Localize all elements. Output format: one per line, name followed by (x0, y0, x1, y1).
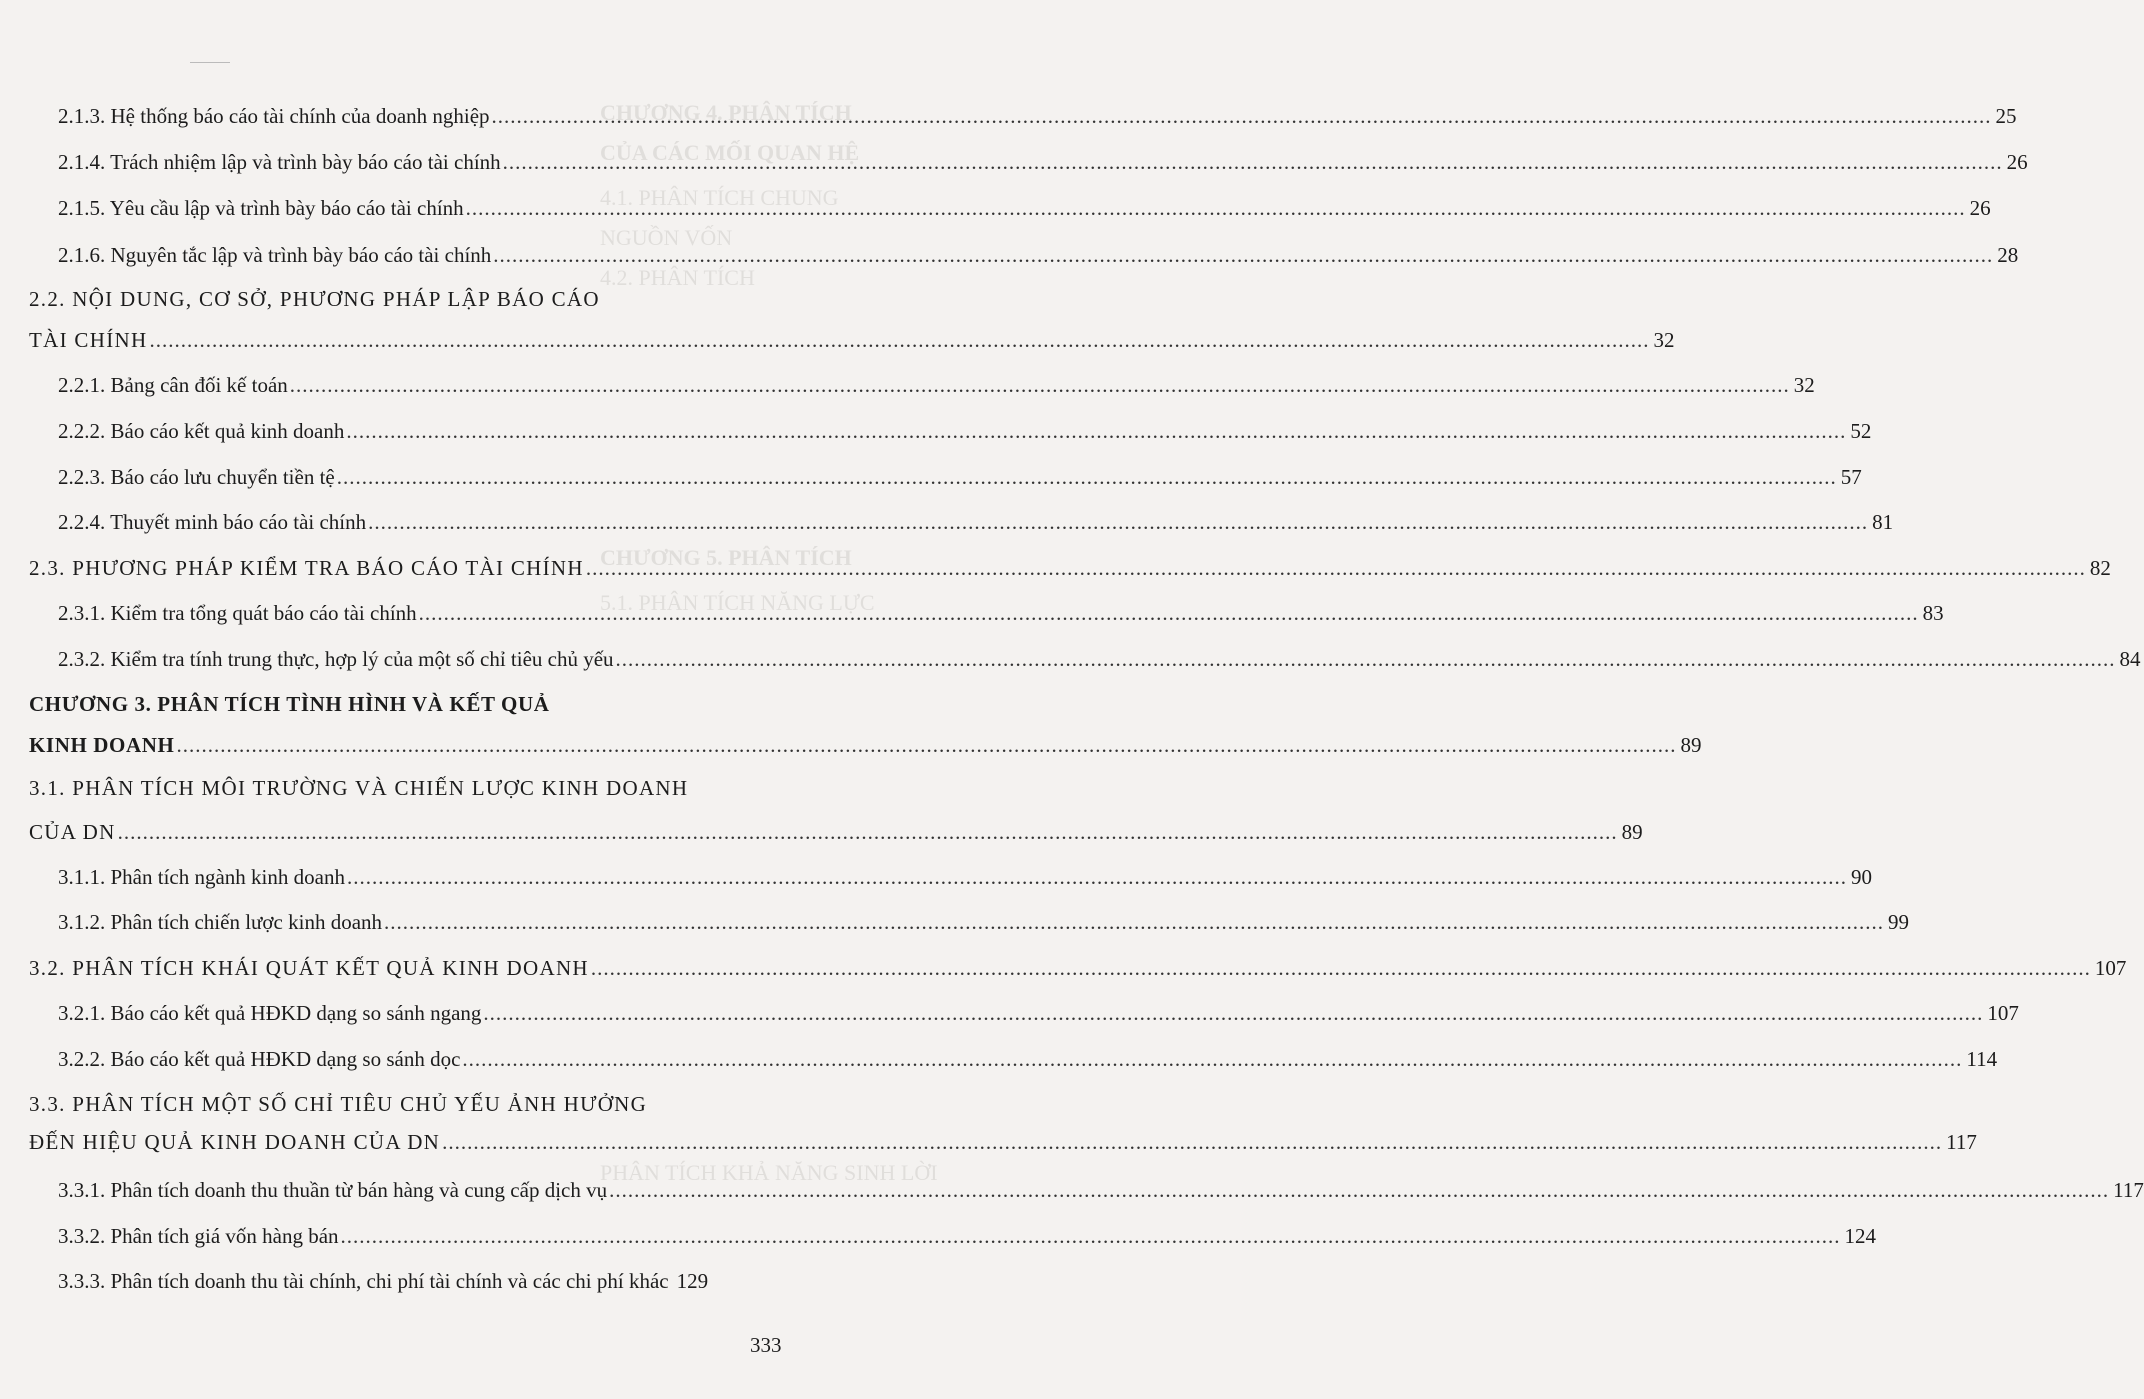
leader-dots (591, 953, 2091, 983)
leader-dots (384, 907, 1884, 937)
toc-entry (58, 598, 1944, 628)
toc-entry-page: 81 (1872, 510, 1894, 534)
section-heading-line: 2.2. NỘI DUNG, CƠ SỞ, PHƯƠNG PHÁP LẬP BÁO CÁO (29, 287, 600, 311)
leader-dots (466, 193, 1966, 223)
leader-dots (483, 998, 1983, 1028)
toc-entry-page: 32 (1793, 373, 1815, 397)
toc-entry (58, 193, 1991, 223)
toc-entry-title: 2.2.2. Báo cáo kết quả kinh doanh (58, 419, 345, 443)
toc-entry (58, 101, 2017, 131)
leader-dots (341, 1221, 1841, 1251)
toc-entry-title: 3.2. PHÂN TÍCH KHÁI QUÁT KẾT QUẢ KINH DOANH (29, 956, 589, 980)
toc-entry-page: 117 (2113, 1178, 2144, 1202)
toc-entry (29, 953, 2127, 983)
toc-entry-page: 32 (1653, 328, 1675, 352)
scan-mark (190, 62, 230, 63)
toc-entry (58, 370, 1815, 400)
leader-dots (419, 598, 1919, 628)
leader-dots (368, 507, 1868, 537)
toc-entry (29, 730, 1702, 760)
toc-entry-title: 2.3. PHƯƠNG PHÁP KIỂM TRA BÁO CÁO TÀI CHÍNH (29, 556, 584, 580)
bleed-through-text: CHƯƠNG 4. PHÂN TÍCH CỦA CÁC MỐI QUAN HỆ 4.1. PHÂN TÍCH CHUNG NGUỒN VỐN 4.2. PHÂN TÍCH CHƯƠNG 5. PHÂN TÍCH 5.1. PHÂN TÍCH NĂNG LỰC PHÂN TÍCH KHẢ NĂNG SINH LỜI (600, 100, 938, 1185)
leader-dots (176, 730, 1676, 760)
toc-entry (58, 1266, 806, 1296)
page-number: 333 (750, 1333, 782, 1357)
toc-entry-title: ĐẾN HIỆU QUẢ KINH DOANH CỦA DN (29, 1130, 441, 1154)
toc-entry-title: TÀI CHÍNH (29, 328, 148, 352)
toc-entry-title: KINH DOANH (29, 733, 175, 757)
section-heading-line: 3.1. PHÂN TÍCH MÔI TRƯỜNG VÀ CHIẾN LƯỢC KINH DOANH (29, 776, 689, 800)
toc-entry (58, 1044, 1998, 1074)
toc-entry (58, 644, 2141, 674)
toc-entry-title: 3.1.1. Phân tích ngành kinh doanh (58, 865, 345, 889)
toc-entry-title: CỦA DN (29, 820, 116, 844)
toc-entry (29, 553, 2111, 583)
toc-entry-page: 107 (1987, 1001, 2019, 1025)
toc-entry-title: 2.1.4. Trách nhiệm lập và trình bày báo cáo tài chính (58, 150, 501, 174)
leader-dots (462, 1044, 1962, 1074)
leader-dots (346, 416, 1846, 446)
toc-entry-page: 114 (1966, 1047, 1998, 1071)
toc-entry-title: 2.3.1. Kiểm tra tổng quát báo cáo tài chính (58, 601, 417, 625)
leader-dots (616, 644, 2116, 674)
toc-entry-page: 107 (2094, 956, 2127, 980)
toc-entry-page: 28 (1997, 243, 2019, 267)
toc-entry-page: 89 (1680, 733, 1702, 757)
leader-dots (586, 553, 2086, 583)
toc-entry (58, 416, 1872, 446)
leader-dots (492, 101, 1992, 131)
toc-entry (29, 325, 1675, 355)
toc-entry (58, 462, 1862, 492)
leader-dots (290, 370, 1790, 400)
toc-entry (58, 507, 1894, 537)
toc-entry-title: 3.2.2. Báo cáo kết quả HĐKD dạng so sánh dọc (58, 1047, 461, 1071)
toc-entry (58, 1175, 2144, 1205)
toc-entry-title: 3.3.3. Phân tích doanh thu tài chính, chi phí tài chính và các chi phí khác (58, 1269, 669, 1293)
leader-dots (118, 817, 1618, 847)
toc-entry-title: 2.3.2. Kiểm tra tính trung thực, hợp lý của một số chỉ tiêu chủ yếu (58, 647, 614, 671)
toc-entry (58, 240, 2019, 270)
toc-entry-title: 3.3.2. Phân tích giá vốn hàng bán (58, 1224, 339, 1248)
toc-entry-title: 2.1.5. Yêu cầu lập và trình bày báo cáo tài chính (58, 196, 464, 220)
leader-dots (609, 1175, 2109, 1205)
toc-entry (29, 1127, 1977, 1157)
toc-entry-page: 25 (1995, 104, 2017, 128)
toc-entry-page: 83 (1922, 601, 1944, 625)
toc-entry-page: 124 (1844, 1224, 1877, 1248)
toc-entry (29, 817, 1643, 847)
toc-entry-title: 3.1.2. Phân tích chiến lược kinh doanh (58, 910, 383, 934)
toc-entry-page: 57 (1840, 465, 1862, 489)
toc-entry-title: 3.3.1. Phân tích doanh thu thuần từ bán hàng và cung cấp dịch vụ (58, 1178, 608, 1202)
toc-entry (58, 998, 2019, 1028)
toc-entry-page: 52 (1850, 419, 1872, 443)
toc-entry-page: 117 (1946, 1130, 1977, 1154)
toc-entry-page: 99 (1888, 910, 1910, 934)
toc-entry (58, 1221, 1877, 1251)
toc-entry (58, 147, 2028, 177)
leader-dots (149, 325, 1649, 355)
leader-dots (442, 1127, 1942, 1157)
toc-entry-title: 2.1.6. Nguyên tắc lập và trình bày báo cáo tài chính (58, 243, 492, 267)
toc-entry-page: 90 (1850, 865, 1872, 889)
toc-entry-page: 129 (676, 1269, 709, 1293)
section-heading-line: 3.3. PHÂN TÍCH MỘT SỐ CHỈ TIÊU CHỦ YẾU ẢNH HƯỞNG (29, 1092, 648, 1116)
leader-dots (337, 462, 1837, 492)
leader-dots (493, 240, 1993, 270)
leader-dots (347, 862, 1847, 892)
toc-entry-title: 2.2.4. Thuyết minh báo cáo tài chính (58, 510, 367, 534)
toc-entry-page: 82 (2089, 556, 2111, 580)
toc-entry (58, 907, 1910, 937)
toc-entry-title: 2.2.3. Báo cáo lưu chuyển tiền tệ (58, 465, 335, 489)
toc-entry-page: 26 (1969, 196, 1991, 220)
toc-entry-title: 2.2.1. Bảng cân đối kế toán (58, 373, 288, 397)
toc-entry-title: 2.1.3. Hệ thống báo cáo tài chính của doanh nghiệp (58, 104, 490, 128)
toc-entry-page: 26 (2006, 150, 2028, 174)
toc-entry-title: 3.2.1. Báo cáo kết quả HĐKD dạng so sánh ngang (58, 1001, 482, 1025)
leader-dots (503, 147, 2003, 177)
toc-entry-page: 89 (1621, 820, 1643, 844)
chapter-heading-line: CHƯƠNG 3. PHÂN TÍCH TÌNH HÌNH VÀ KẾT QUẢ (29, 692, 550, 716)
toc-entry (58, 862, 1872, 892)
toc-entry-page: 84 (2119, 647, 2141, 671)
